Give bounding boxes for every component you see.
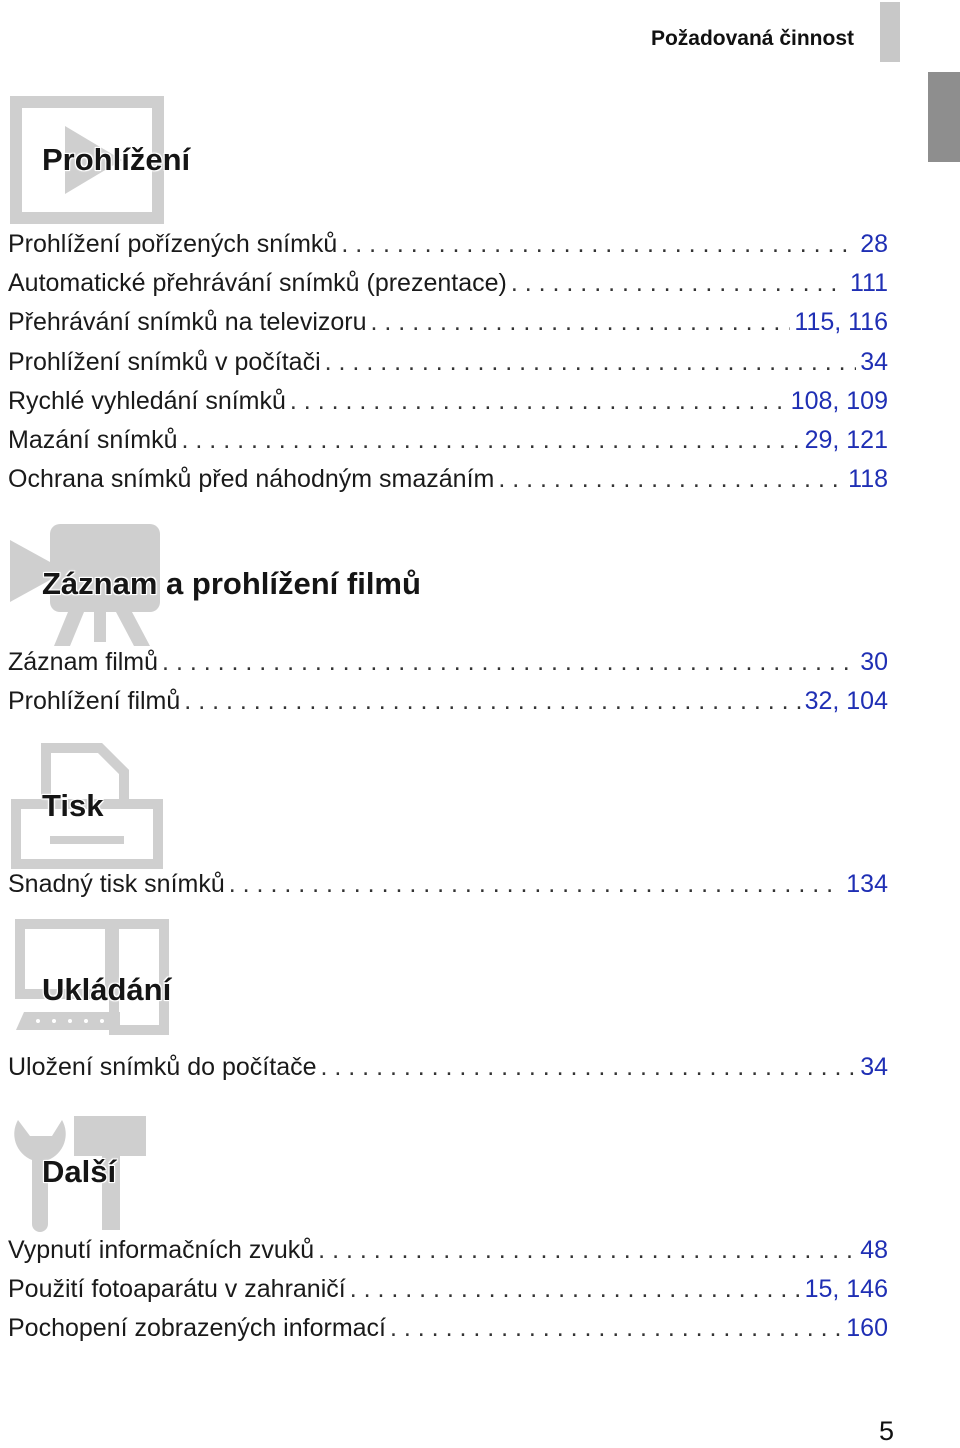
toc-page-link[interactable]: 108, 109	[790, 386, 888, 415]
toc-page-link[interactable]: 32, 104	[804, 687, 888, 716]
toc-entry[interactable]	[8, 382, 888, 421]
toc-entry[interactable]	[8, 1270, 888, 1309]
section-title-filmy: Záznam a prohlížení filmů	[42, 566, 421, 601]
toc-entry[interactable]	[8, 643, 888, 682]
toc-page-link[interactable]: 29, 121	[804, 425, 888, 454]
dot-leader	[182, 421, 801, 460]
dot-leader	[321, 1048, 857, 1087]
toc-page-link[interactable]: 15, 146	[804, 1275, 888, 1304]
toc-list-tisk	[8, 865, 888, 904]
toc-page-link[interactable]: 118	[848, 465, 888, 494]
dot-leader	[371, 303, 791, 342]
toc-entry[interactable]	[8, 264, 888, 303]
page-header-title: Požadovaná činnost	[650, 27, 854, 50]
dot-leader	[184, 682, 800, 721]
section-title-dalsi: Další	[42, 1154, 117, 1189]
toc-entry[interactable]	[8, 343, 888, 382]
dot-leader	[390, 1309, 842, 1348]
dot-leader	[318, 1231, 856, 1270]
toc-entry-label: Prohlížení filmů	[8, 687, 181, 716]
toc-entry[interactable]	[8, 1309, 888, 1348]
toc-page-link[interactable]: 160	[846, 1314, 888, 1343]
toc-entry-label: Snadný tisk snímků	[8, 870, 225, 898]
toc-page-link[interactable]: 34	[860, 1053, 888, 1081]
toc-entry[interactable]	[8, 1048, 888, 1087]
dot-leader	[162, 643, 856, 682]
toc-entry-label: Použití fotoaparátu v zahraničí	[8, 1275, 346, 1304]
dot-leader	[341, 225, 856, 264]
toc-entry-label: Rychlé vyhledání snímků	[8, 386, 286, 415]
header-tab-marker	[880, 2, 900, 62]
toc-entry[interactable]	[8, 225, 888, 264]
dot-leader	[350, 1270, 801, 1309]
toc-entry-label: Záznam filmů	[8, 648, 159, 676]
toc-list-dalsi	[8, 1231, 888, 1349]
dot-leader	[498, 460, 844, 499]
toc-entry[interactable]	[8, 303, 888, 342]
toc-list-filmy	[8, 643, 888, 721]
toc-entry[interactable]	[8, 682, 888, 721]
toc-entry[interactable]	[8, 460, 888, 499]
dot-leader	[511, 264, 846, 303]
toc-list-ukladani	[8, 1048, 888, 1087]
toc-page-link[interactable]: 30	[860, 648, 888, 676]
toc-entry-label: Uložení snímků do počítače	[8, 1053, 317, 1081]
toc-list-prohlizeni	[8, 225, 888, 499]
dot-leader	[229, 865, 843, 904]
toc-entry[interactable]	[8, 1231, 888, 1270]
chapter-tab-marker	[928, 72, 960, 162]
toc-entry-label: Pochopení zobrazených informací	[8, 1314, 386, 1343]
toc-page-link[interactable]: 134	[846, 870, 888, 898]
toc-page-link[interactable]: 111	[849, 269, 888, 298]
toc-entry-label: Prohlížení pořízených snímků	[8, 230, 338, 258]
toc-entry[interactable]	[8, 421, 888, 460]
toc-page-link[interactable]: 28	[860, 230, 888, 258]
toc-page-link[interactable]: 34	[860, 347, 888, 376]
toc-entry-label: Mazání snímků	[8, 425, 178, 454]
toc-page-link[interactable]: 115, 116	[794, 308, 888, 337]
toc-entry[interactable]	[8, 865, 888, 904]
section-title-ukladani: Ukládání	[42, 972, 172, 1007]
toc-entry-label: Automatické přehrávání snímků (prezentace)	[8, 269, 507, 298]
toc-entry-label: Prohlížení snímků v počítači	[8, 347, 321, 376]
section-title-prohlizeni: Prohlížení	[42, 142, 191, 177]
toc-entry-label: Přehrávání snímků na televizoru	[8, 308, 367, 337]
dot-leader	[325, 343, 857, 382]
toc-entry-label: Ochrana snímků před náhodným smazáním	[8, 465, 495, 494]
page-number: 5	[879, 1416, 895, 1446]
dot-leader	[290, 382, 787, 421]
section-title-tisk: Tisk	[42, 788, 104, 823]
toc-entry-label: Vypnutí informačních zvuků	[8, 1236, 315, 1264]
toc-page-link[interactable]: 48	[860, 1236, 888, 1264]
